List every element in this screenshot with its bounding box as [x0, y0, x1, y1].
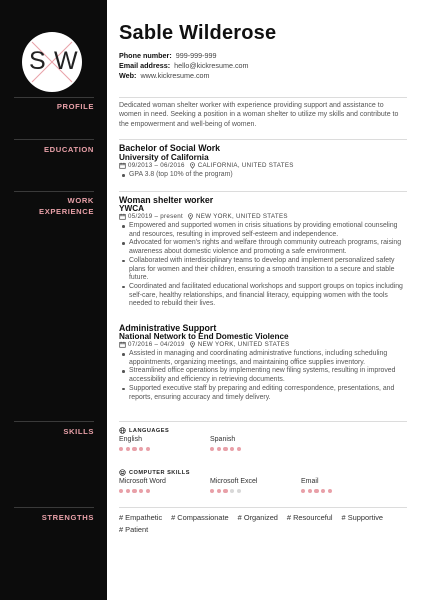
section-title-work — [39, 195, 94, 217]
rating-dot-filled — [217, 489, 221, 493]
education-school: University of California — [119, 153, 209, 162]
education-dates: 09/2013 – 06/2016 — [128, 162, 185, 169]
languages-heading-label: LANGUAGES — [129, 427, 170, 434]
skill-rating — [210, 489, 241, 493]
skill-name: Email — [301, 478, 319, 485]
location-pin-icon — [189, 162, 196, 169]
languages-heading — [119, 427, 169, 434]
monogram-right-letter: W — [54, 47, 78, 75]
section-title-profile: PROFILE — [56, 102, 94, 111]
rating-dot-filled — [230, 447, 234, 451]
section-title-skills: SKILLS — [63, 427, 94, 436]
skill-rating — [301, 489, 332, 493]
monogram-left-letter: S — [29, 47, 46, 75]
section-title-education: EDUCATION — [44, 145, 94, 154]
job-title: Woman shelter worker — [119, 195, 214, 205]
job-bullets — [119, 222, 409, 309]
section-title-strengths: STRENGTHS — [41, 513, 94, 522]
divider — [119, 139, 407, 140]
calendar-icon — [119, 341, 126, 348]
rating-dot-empty — [230, 489, 234, 493]
rating-dot-filled — [301, 489, 305, 493]
divider — [14, 191, 94, 192]
divider — [119, 421, 407, 422]
list-item: GPA 3.8 (top 10% of the program) — [119, 171, 409, 180]
job-bullets — [119, 350, 409, 402]
job-meta — [119, 341, 290, 348]
list-item: Supported executive staff by preparing and editing correspondence, presentations, and reports, ensuring accuracy and timely delivery. — [119, 385, 409, 402]
profile-summary: Dedicated woman shelter worker with experience providing support and assistance to women in need. Seeking a position in a woman shelter to utilize my skills and contribute to the empowerment and well-being of women. — [119, 102, 399, 128]
job-dates: 05/2019 – present — [128, 213, 183, 220]
divider — [119, 97, 407, 98]
education-details — [119, 171, 409, 180]
rating-dot-filled — [314, 489, 318, 493]
skill-rating — [119, 447, 150, 451]
rating-dot-filled — [328, 489, 332, 493]
skill-rating — [210, 447, 241, 451]
rating-dot-empty — [237, 489, 241, 493]
calendar-icon — [119, 213, 126, 220]
skill-rating — [119, 489, 150, 493]
strengths-tags — [119, 513, 411, 534]
computer-icon — [119, 469, 126, 476]
skill-name: Microsoft Excel — [210, 478, 258, 485]
skill-name: Microsoft Word — [119, 478, 166, 485]
rating-dot-filled — [119, 447, 123, 451]
contact-phone-value: 999-999-999 — [175, 51, 217, 60]
location-pin-icon — [187, 213, 194, 220]
job-meta — [119, 213, 288, 220]
contact-email — [119, 61, 249, 70]
computer-skills-heading-label: COMPUTER SKILLS — [129, 469, 190, 476]
job-dates: 07/2016 – 04/2019 — [128, 341, 185, 348]
location-pin-icon — [189, 341, 196, 348]
computer-skills-heading — [119, 469, 190, 476]
strength-tag: # Resourceful — [286, 513, 333, 522]
contact-web-value: www.kickresume.com — [140, 71, 210, 80]
rating-dot-filled — [210, 489, 214, 493]
rating-dot-filled — [308, 489, 312, 493]
rating-dot-filled — [223, 447, 227, 451]
job-company: YWCA — [119, 204, 145, 213]
strength-tag: # Supportive — [341, 513, 384, 522]
rating-dot-filled — [126, 447, 130, 451]
divider — [14, 421, 94, 422]
rating-dot-filled — [146, 489, 150, 493]
list-item: Coordinated and facilitated educational workshops and support groups on topics including self-care, healthy relationships, and financial literacy, equipping women with the tools needed to rebuild their lives. — [119, 283, 409, 309]
strength-tag: # Patient — [119, 525, 149, 534]
rating-dot-filled — [139, 447, 143, 451]
rating-dot-filled — [139, 489, 143, 493]
divider — [14, 97, 94, 98]
strength-tag: # Compassionate — [171, 513, 229, 522]
rating-dot-filled — [126, 489, 130, 493]
divider — [14, 139, 94, 140]
strength-tag: # Empathetic — [119, 513, 163, 522]
list-item: Advocated for women's rights and welfare through community outreach programs, raising awareness about domestic violence and promoting a safe environment. — [119, 239, 409, 256]
list-item: Assisted in managing and coordinating administrative functions, including scheduling appointments, organizing meetings, and maintaining office supplies inventory. — [119, 350, 409, 367]
job-company: National Network to End Domestic Violence — [119, 332, 289, 341]
skill-name: Spanish — [210, 436, 236, 443]
job-title: Administrative Support — [119, 323, 217, 333]
rating-dot-filled — [132, 447, 136, 451]
rating-dot-filled — [119, 489, 123, 493]
rating-dot-filled — [146, 447, 150, 451]
rating-dot-filled — [321, 489, 325, 493]
contact-web — [119, 71, 210, 80]
divider — [119, 507, 407, 508]
job-location: NEW YORK, UNITED STATES — [197, 341, 290, 348]
strength-tag: # Organized — [237, 513, 278, 522]
list-item: Streamlined office operations by implementing new filing systems, resulting in improved accessibility and efficiency in retrieving documents. — [119, 367, 409, 384]
divider — [14, 507, 94, 508]
calendar-icon — [119, 162, 126, 169]
rating-dot-filled — [132, 489, 136, 493]
contact-email-label: Email address: — [119, 61, 171, 70]
rating-dot-filled — [237, 447, 241, 451]
education-degree: Bachelor of Social Work — [119, 143, 221, 153]
rating-dot-filled — [223, 489, 227, 493]
education-meta — [119, 162, 294, 169]
job-location: NEW YORK, UNITED STATES — [195, 213, 288, 220]
list-item: Empowered and supported women in crisis situations by providing emotional counseling and resources, resulting in improved self-esteem and independence. — [119, 222, 409, 239]
skill-name: English — [119, 436, 142, 443]
contact-phone-label: Phone number: — [119, 51, 172, 60]
candidate-name: Sable Wilderose — [119, 22, 277, 44]
divider — [119, 191, 407, 192]
contact-phone — [119, 51, 216, 60]
section-title-work-line2: EXPERIENCE — [39, 207, 94, 216]
globe-icon — [119, 427, 126, 434]
section-title-work-line1: WORK — [67, 196, 94, 205]
list-item: Collaborated with interdisciplinary teams to develop and implement personalized safety plans for women and their children, ensuring a smooth transition to a secure and stable future. — [119, 257, 409, 283]
rating-dot-filled — [210, 447, 214, 451]
contact-web-label: Web: — [119, 71, 137, 80]
rating-dot-filled — [217, 447, 221, 451]
contact-email-value: hello@kickresume.com — [174, 61, 249, 70]
monogram — [22, 32, 82, 92]
education-location: CALIFORNIA, UNITED STATES — [197, 162, 294, 169]
